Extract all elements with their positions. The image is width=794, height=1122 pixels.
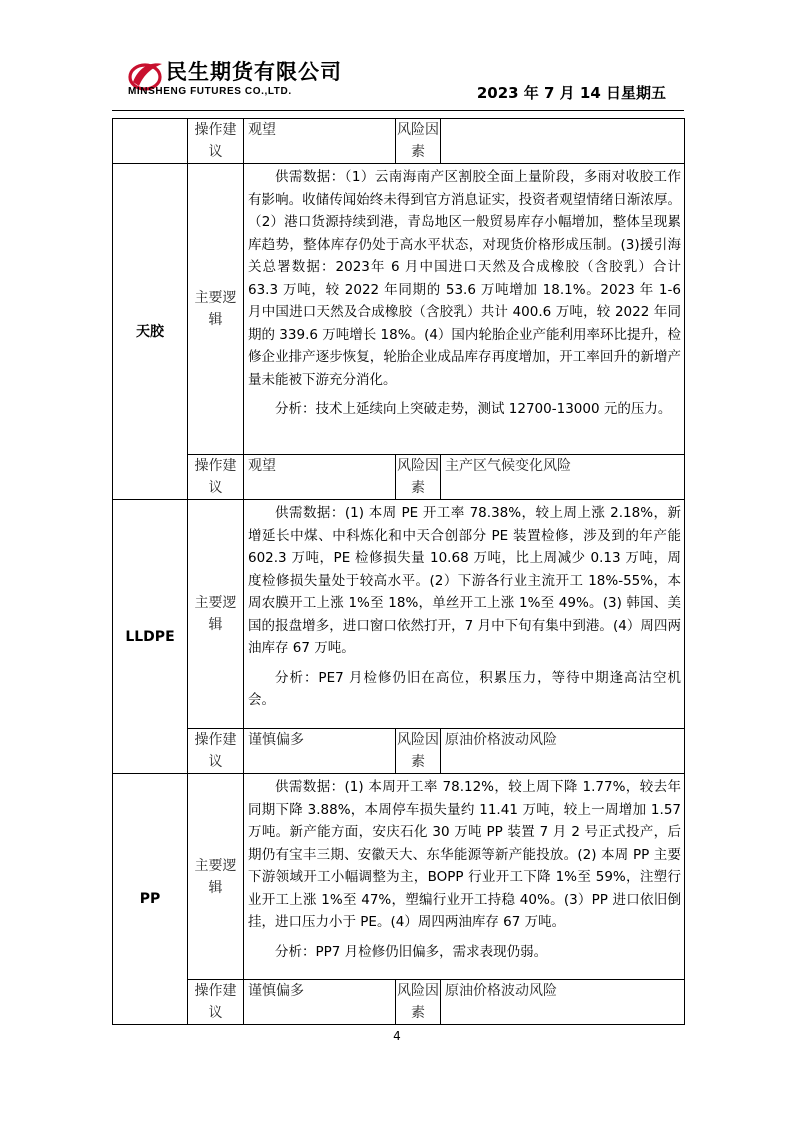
table-row bbox=[113, 500, 685, 729]
supply-demand-text: 供需数据：（1）云南海南产区割胶全面上量阶段，多雨对收胶工作有影响。收储传闻始终未得到官方消息证实，投资者观望情绪日渐浓厚。（2）港口货源持续到港，青岛地区一般贸易库存小幅增加，整体呈现累库趋势，整体库存仍处于高水平状态，对现货价格形成压制。(3)援引海关总署数据：2023年 6 月中国进口天然及合成橡胶（含胶乳）合计 63.3 万吨，较 2022 年同期的 53.6 万吨增加 18.1%。2023 年 1-6 月中国进口天然及合成橡胶（含胶乳）共计 400.6 万吨，较 2022 年同期的 339.6 万吨增长 18%。(4）国内轮胎企业产能利用率环比提升，检修企业排产逐步恢复，轮胎企业成品库存再度增加，开工率回升的新增产量未能被下游充分消化。 bbox=[248, 169, 681, 388]
logic-label: 主要逻辑 bbox=[188, 500, 244, 729]
operation-value: 谨慎偏多 bbox=[244, 729, 396, 774]
supply-demand-text: 供需数据：(1) 本周 PE 开工率 78.38%，较上周上涨 2.18%，新增延长中煤、中科炼化和中天合创部分 PE 装置检修，涉及到的年产能 602.3 万吨，PE 检修损失量 10.68 万吨，比上周减少 0.13 万吨，周度检修损失量处于较高水平。(2）下游各行业主流开工 18%-55%，本周农膜开工上涨 1%至 18%，单丝开工上涨 1%至 49%。(3) 韩国、美国的报盘增多，进口窗口依然打开，7 月中下旬有集中到港。(4）周四两油库存 67 万吨。 bbox=[248, 505, 681, 656]
risk-value: 原油价格波动风险 bbox=[441, 980, 685, 1025]
header-divider bbox=[112, 110, 684, 111]
report-date: 2023 年 7 月 14 日星期五 bbox=[476, 84, 666, 102]
risk-value: 原油价格波动风险 bbox=[441, 729, 685, 774]
operation-value: 谨慎偏多 bbox=[244, 980, 396, 1025]
product-name bbox=[113, 774, 188, 1025]
logo-chinese-name: 民生期货有限公司 bbox=[166, 60, 342, 84]
analysis-text: 分析：PP7 月检修仍旧偏多，需求表现仍弱。 bbox=[275, 943, 548, 960]
table-row bbox=[113, 455, 685, 500]
table-row bbox=[113, 119, 685, 164]
analysis-text: 分析：PE7 月检修仍旧在高位，积累压力，等待中期逢高沽空机会。 bbox=[248, 669, 681, 708]
logic-content bbox=[244, 774, 685, 980]
table-row bbox=[113, 980, 685, 1025]
product-name bbox=[113, 500, 188, 774]
product-cell-empty bbox=[113, 119, 188, 164]
risk-label: 风险因素 bbox=[396, 455, 441, 500]
commodity-table bbox=[112, 118, 685, 1025]
product-name bbox=[113, 164, 188, 500]
product-name-label: PP bbox=[139, 891, 161, 907]
product-name-label: LLDPE bbox=[125, 628, 175, 645]
operation-label: 操作建议 bbox=[188, 455, 244, 500]
risk-label: 风险因素 bbox=[396, 119, 441, 164]
logic-content bbox=[244, 500, 685, 729]
company-logo bbox=[128, 56, 368, 104]
operation-label: 操作建议 bbox=[188, 980, 244, 1025]
page-number: 4 bbox=[393, 1029, 401, 1043]
supply-demand-text: 供需数据：(1) 本周开工率 78.12%，较上周下降 1.77%，较去年同期下降 3.88%，本周停车损失量约 11.41 万吨，较上一周增加 1.57 万吨。新产能方面，安庆石化 30 万吨 PP 装置 7 月 2 号正式投产，后期仍有宝丰三期、安徽天大、东华能源等新产能投放。(2) 本周 PP 主要下游领域开工小幅调整为主，BOPP 行业开工下降 1%至 59%，注塑行业开工上涨 1%至 47%，塑编行业开工持稳 40%。(3）PP 进口依旧倒挂，进口压力小于 PE。(4）周四两油库存 67 万吨。 bbox=[248, 779, 681, 930]
table-row bbox=[113, 774, 685, 980]
risk-label: 风险因素 bbox=[396, 980, 441, 1025]
analysis-text: 分析：技术上延续向上突破走势，测试 12700-13000 元的压力。 bbox=[275, 401, 672, 417]
logic-label: 主要逻辑 bbox=[188, 164, 244, 455]
operation-label: 操作建议 bbox=[188, 119, 244, 164]
risk-label: 风险因素 bbox=[396, 729, 441, 774]
operation-value: 观望 bbox=[244, 119, 396, 164]
table-row bbox=[113, 729, 685, 774]
operation-label: 操作建议 bbox=[188, 729, 244, 774]
logic-content bbox=[244, 164, 685, 455]
risk-value bbox=[441, 119, 685, 164]
product-name-label: 天胶 bbox=[135, 323, 164, 340]
logic-label: 主要逻辑 bbox=[188, 774, 244, 980]
operation-value: 观望 bbox=[244, 455, 396, 500]
table-row bbox=[113, 164, 685, 455]
logo-english-name: MINSHENG FUTURES CO.,LTD. bbox=[128, 86, 292, 97]
risk-value: 主产区气候变化风险 bbox=[441, 455, 685, 500]
